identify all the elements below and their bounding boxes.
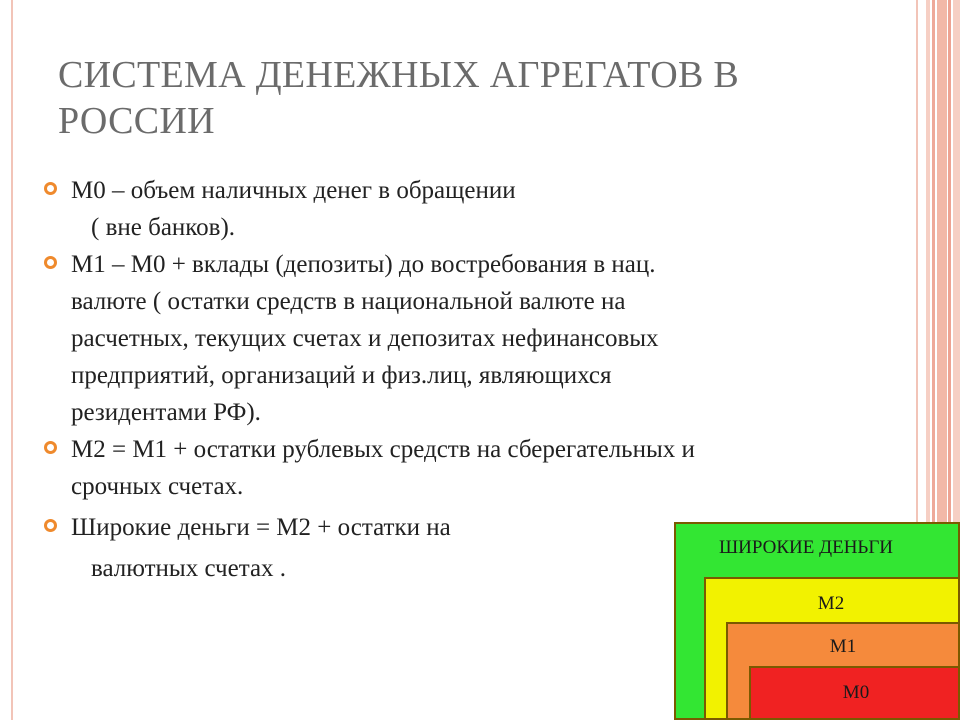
bullet-m0: [44, 172, 884, 246]
bullet-line: М0 – объем наличных денег в обращении: [71, 177, 516, 204]
bullet-marker-icon: [44, 256, 57, 269]
bullet-line: предприятий, организаций и физ.лиц, являющихся: [71, 362, 612, 389]
box-label: М0: [842, 682, 870, 703]
bullet-line: резидентами РФ).: [71, 399, 261, 426]
bullet-line: Широкие деньги = М2 + остатки на: [71, 514, 451, 541]
bullet-line: М1 – М0 + вклады (депозиты) до востребования в нац.: [71, 251, 656, 278]
bullet-marker-icon: [44, 441, 57, 454]
bullet-line: валютных счетах .: [91, 555, 287, 582]
money-aggregates-diagram: [674, 522, 960, 720]
bullet-line: М2 = М1 + остатки рублевых средств на сберегательных и: [71, 436, 695, 463]
bullet-line: срочных счетах.: [71, 473, 244, 500]
slide-title: СИСТЕМА ДЕНЕЖНЫХ АГРЕГАТОВ В РОССИИ: [58, 54, 740, 142]
bullet-line: ( вне банков).: [91, 214, 236, 241]
bullet-marker-icon: [44, 519, 57, 532]
box-m0: [749, 666, 960, 720]
box-label: М2: [817, 593, 845, 614]
box-label: М1: [829, 636, 857, 657]
bullet-line: расчетных, текущих счетах и депозитах нефинансовых: [71, 325, 659, 352]
bullet-m1: [44, 246, 884, 431]
bullet-m2: [44, 431, 884, 505]
box-label: ШИРОКИЕ ДЕНЬГИ: [718, 537, 894, 558]
bullet-marker-icon: [44, 182, 57, 195]
bullet-line: валюте ( остатки средств в национальной валюте на: [71, 288, 626, 315]
